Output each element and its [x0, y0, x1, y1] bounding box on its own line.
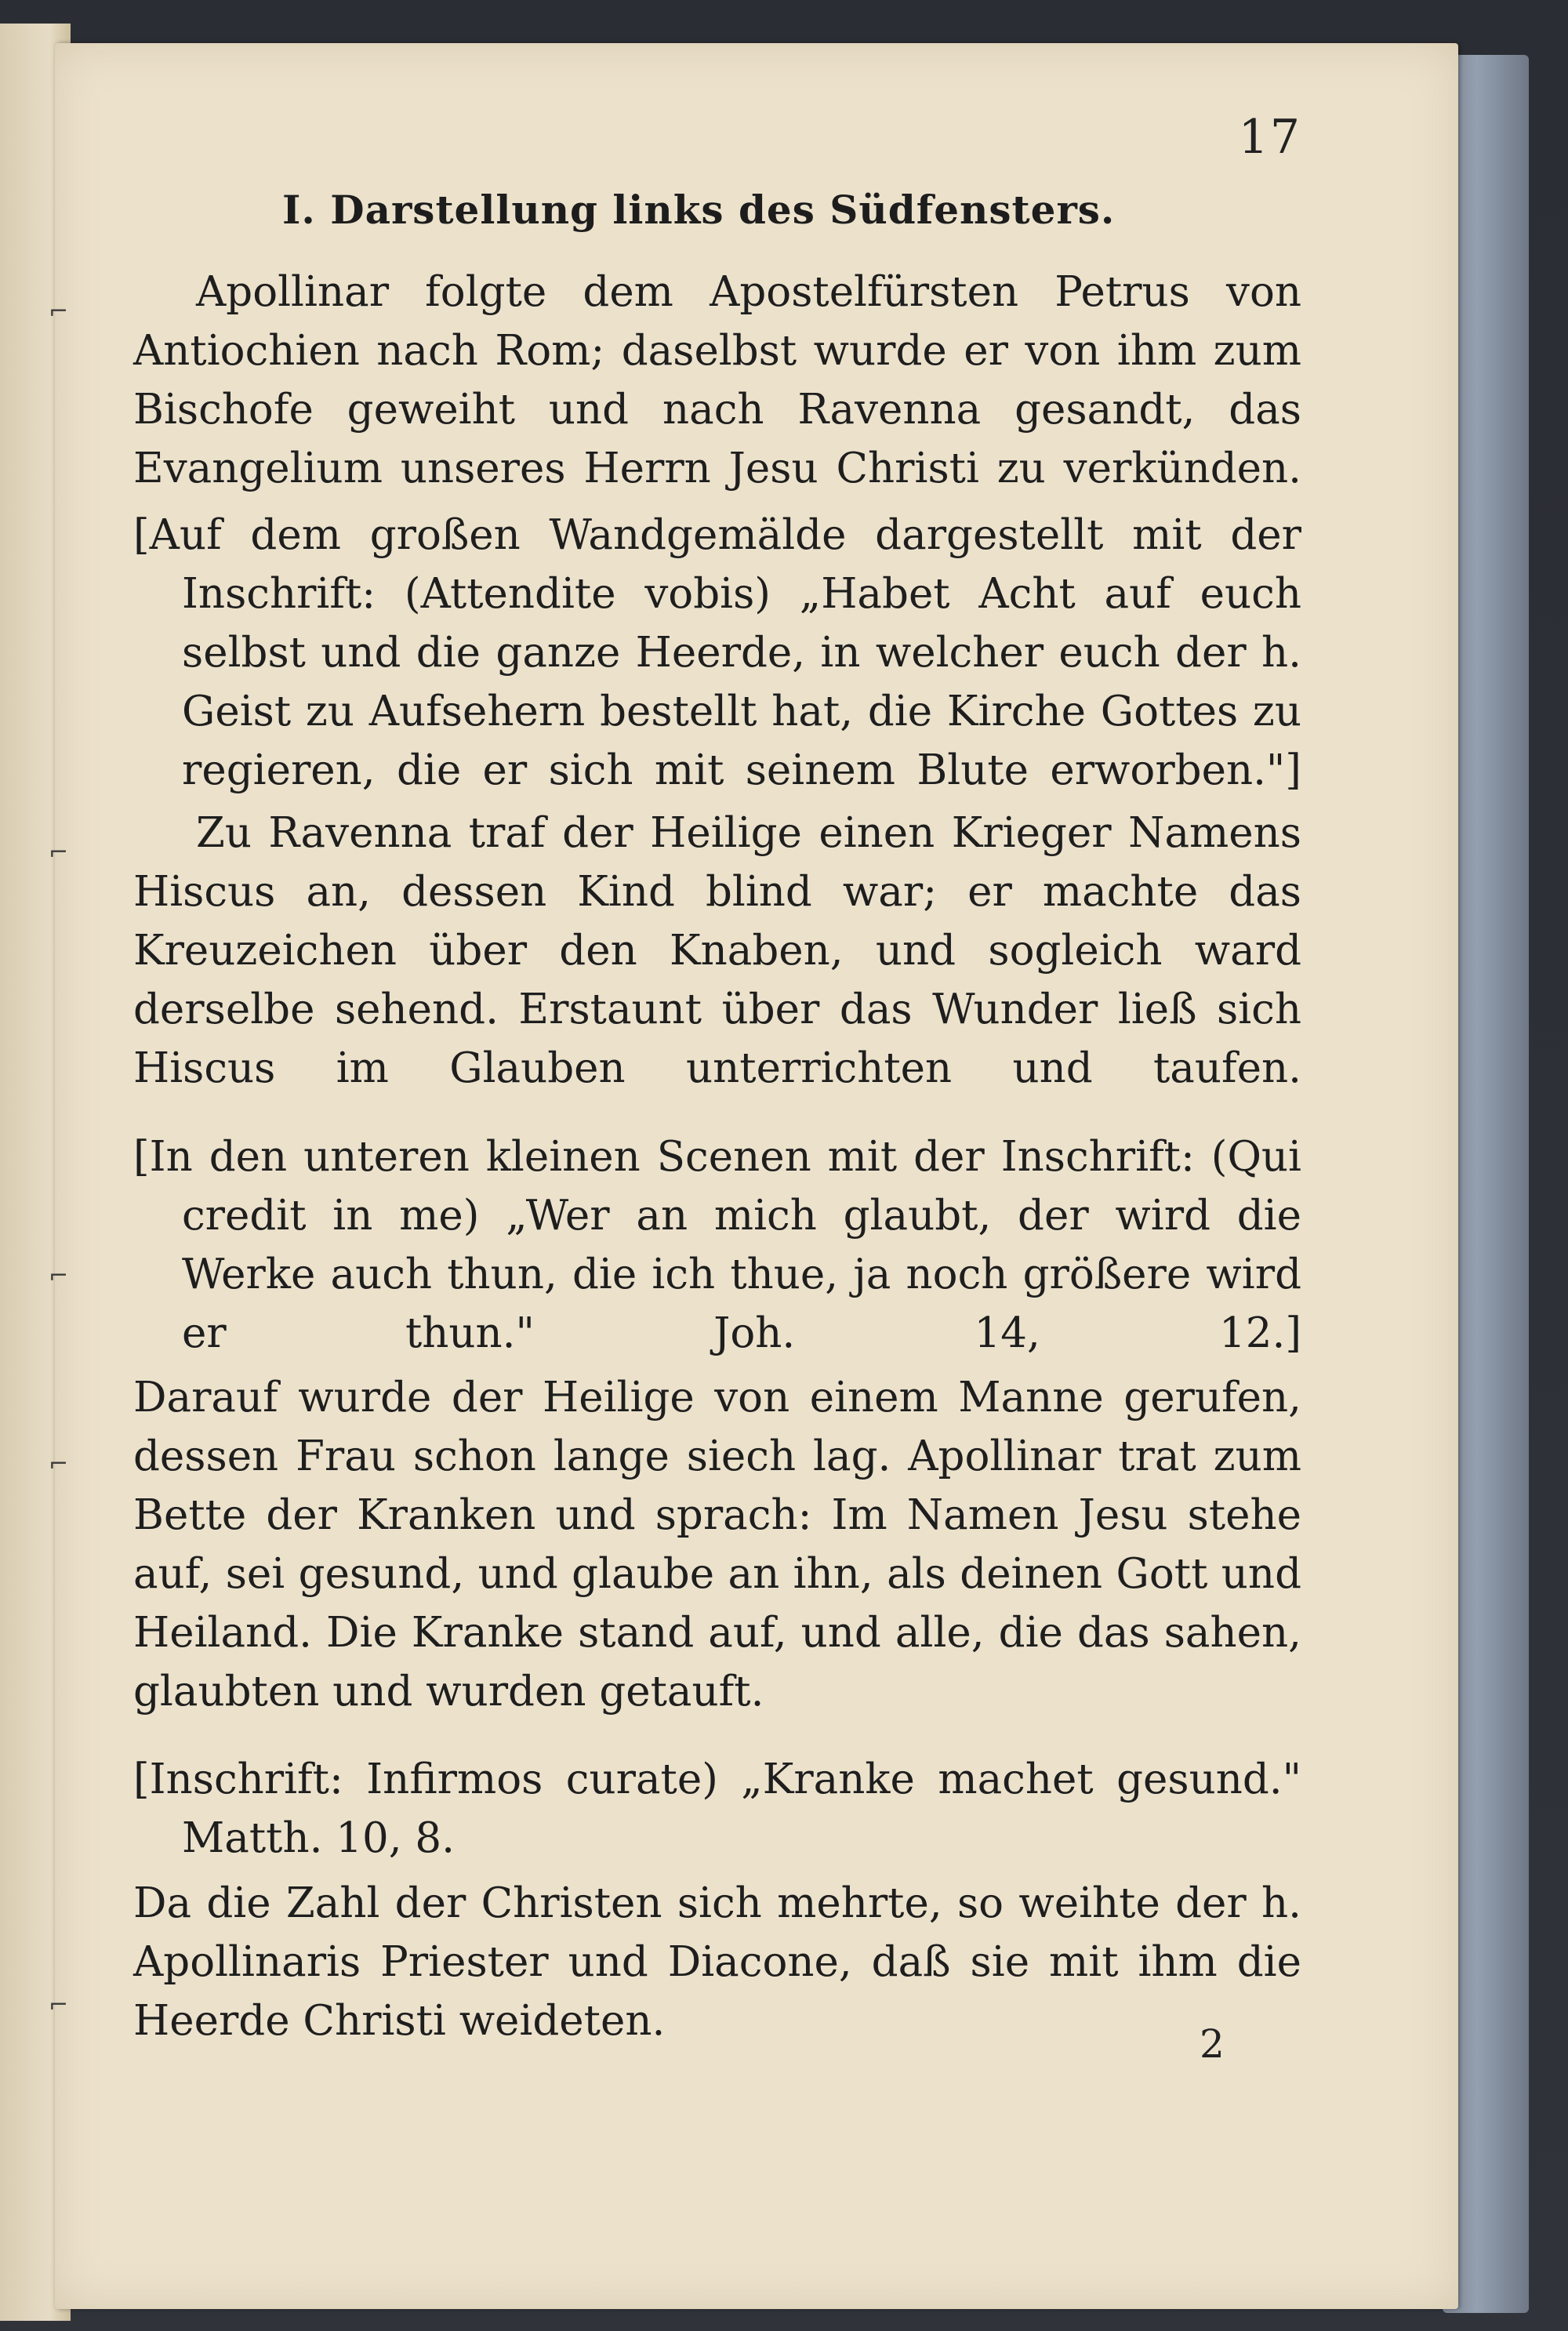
paragraph-3: Zu Ravenna traf der Heilige einen Krieger Namens Hiscus an, dessen Kind blind war; er machte das Kreuzeichen über den Knaben, und sogleich ward derselbe sehend. Erstaunt über das Wunder ließ sich Hiscus im Glauben unterrichten und taufen.: [133, 809, 1301, 1092]
paragraph-6-inscription: [Inschrift: Infirmos curate) „Kranke machet gesund." Matth. 10, 8.: [133, 1756, 1301, 1862]
margin-tick: ⌐: [49, 1451, 69, 1478]
paragraph-1: Apollinar folgte dem Apostelfürsten Petrus von Antiochien nach Rom; daselbst wurde er von ihm zum Bischofe geweiht und nach Ravenna gesandt, das Evangelium unseres Herrn Jesu Christi zu verkünden.: [133, 268, 1301, 492]
section-heading: I. Darstellung links des Südfensters.: [282, 187, 1116, 233]
paragraph-4-block: [133, 1127, 1301, 1363]
paragraph-7: Da die Zahl der Christen sich mehrte, so weihte der h. Apollinaris Priester und Diacone, daß sie mit ihm die Heerde Christi weideten.: [133, 1879, 1301, 2045]
paragraph-5: Darauf wurde der Heilige von einem Manne gerufen, dessen Frau schon lange siech lag. Apollinar trat zum Bette der Kranken und sprach: Im Namen Jesu stehe auf, sei gesund, und glaube an ihn, als deinen Gott und Heiland. Die Kranke stand auf, und alle, die das sahen, glaubten und wurden getauft.: [133, 1374, 1301, 1716]
paragraph-2-block: [133, 506, 1301, 800]
paragraph-5-block: [133, 1368, 1301, 1721]
printer-signature: 2: [1200, 2021, 1225, 2067]
paragraph-3-block: [133, 804, 1301, 1098]
margin-tick: ⌐: [49, 1992, 69, 2019]
paragraph-6-block: [133, 1750, 1301, 1868]
paragraph-2-inscription: [Auf dem großen Wandgemälde dargestellt mit der Inschrift: (Attendite vobis) „Habet Acht auf euch selbst und die ganze Heerde, in welcher euch der h. Geist zu Aufsehern bestellt hat, die Kirche Gottes zu regieren, die er sich mit seinem Blute erworben."]: [133, 511, 1301, 794]
paragraph-7-block: [133, 1874, 1301, 2050]
paragraph-1-block: [133, 263, 1301, 498]
margin-tick: ⌐: [49, 298, 69, 325]
margin-tick: ⌐: [49, 1262, 69, 1290]
margin-tick: ⌐: [49, 839, 69, 866]
paragraph-4-inscription: [In den unteren kleinen Scenen mit der Inschrift: (Qui credit in me) „Wer an mich glaubt, der wird die Werke auch thun, die ich thue, ja noch größere wird er thun." Joh. 14, 12.]: [133, 1133, 1301, 1357]
page-number: 17: [1238, 110, 1301, 165]
